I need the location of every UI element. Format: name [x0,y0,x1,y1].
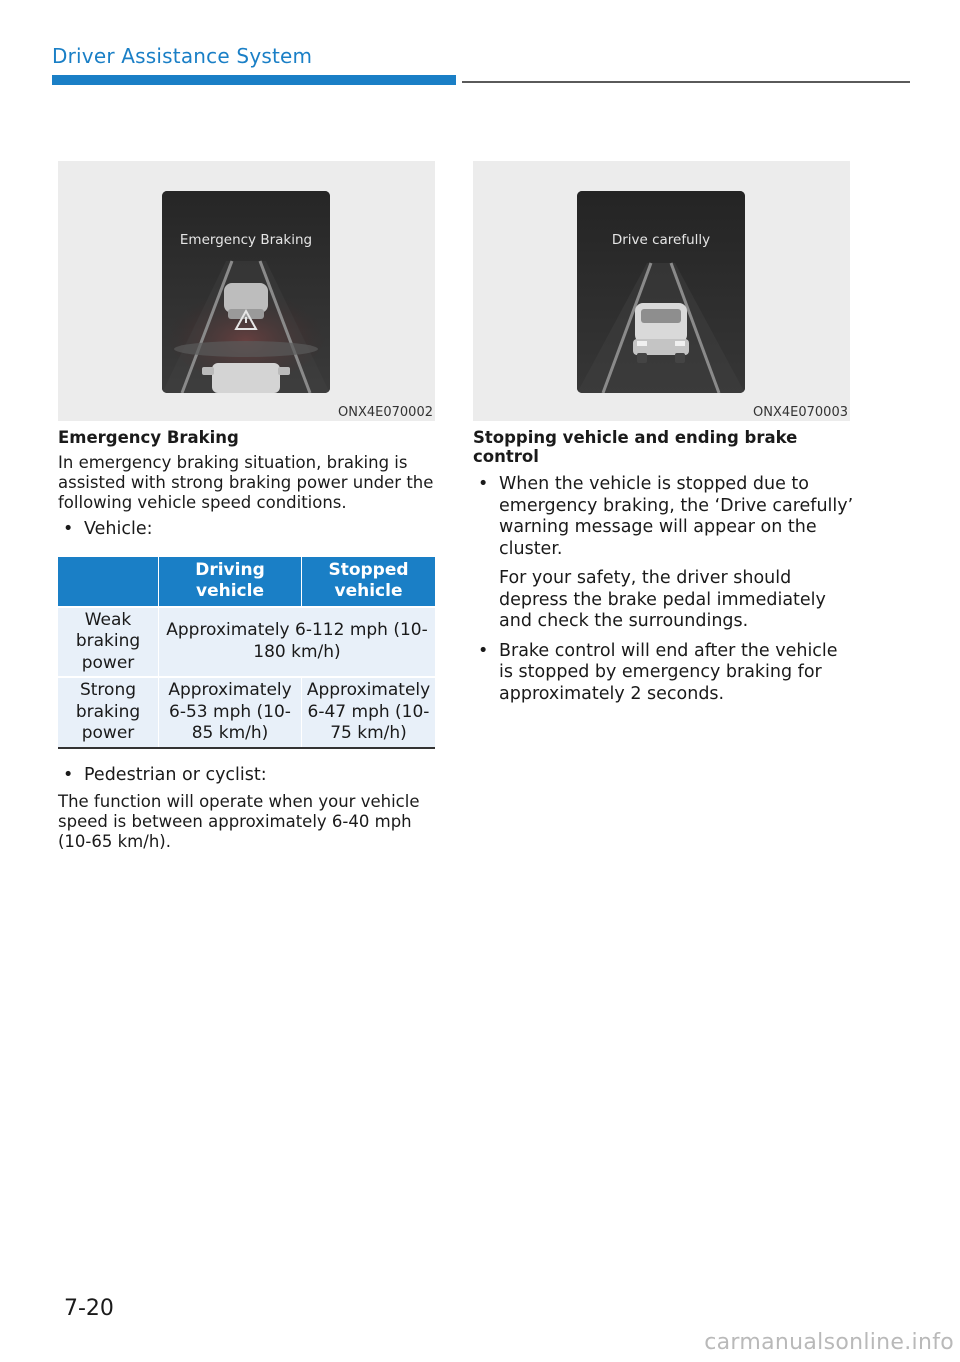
bullet-subtext: For your safety, the driver should depress the brake pedal immediately and check the surroundings. [499,568,826,631]
table-row-label: Weak braking power [58,607,159,678]
section-title: Driver Assistance System [52,44,313,68]
bullet-brake-end [473,641,855,706]
cluster-message: Emergency Braking [179,232,313,248]
car-rear-icon [633,303,689,363]
right-column [473,428,855,705]
table-cell-driving: Approximately 6-53 mph (10-85 km/h) [159,677,302,748]
table-cell-stopped: Approximately 6-47 mph (10-75 km/h) [302,677,436,748]
bullet-dot-icon: • [63,519,74,539]
bullet-dot-icon: • [63,764,74,785]
header-rule-blue [52,75,456,85]
speed-table [58,557,435,749]
pedestrian-paragraph: The function will operate when your vehicle speed is between approximately 6-40 mph (10-65 km/h). [58,792,420,851]
figure-code: ONX4E070003 [753,405,848,420]
table-header-row [58,557,435,607]
table-row [58,677,435,748]
bullet-text: Brake control will end after the vehicle is stopped by emergency braking for approximately 2 seconds. [499,640,838,704]
watermark: carmanualsonline.info [704,1330,954,1355]
figure-emergency-braking [58,161,435,421]
page-number: 7-20 [64,1296,114,1321]
bullet-dot-icon: • [478,640,489,661]
cluster-screen [162,191,330,393]
intro-paragraph: In emergency braking situation, braking is assisted with strong braking power under the following vehicle speed conditions. [58,453,434,512]
table-row-label: Strong braking power [58,677,159,748]
table-header-empty [58,557,159,607]
heading-stopping-vehicle: Stopping vehicle and ending brake control [473,428,798,466]
figure-drive-carefully [473,161,850,421]
cluster-illustration [162,191,330,393]
table-header-stopped: Stopped vehicle [302,557,436,607]
heading-emergency-braking: Emergency Braking [58,428,239,447]
cluster-message: Drive carefully [611,232,711,248]
table-header-driving: Driving vehicle [159,557,302,607]
cluster-illustration [577,191,745,393]
bullet-dot-icon: • [478,474,489,494]
bullet-vehicle [58,519,438,541]
bullet-text: Pedestrian or cyclist: [84,764,267,785]
bullet-stopped [473,474,855,633]
header-rule-grey [462,81,910,83]
bullet-text: Vehicle: [84,519,153,539]
cluster-screen [577,191,745,393]
bullet-text: When the vehicle is stopped due to emergency braking, the ‘Drive carefully’ warning message will appear on the cluster. [499,474,854,559]
table-row [58,607,435,678]
figure-code: ONX4E070002 [338,405,433,420]
left-column [58,428,438,852]
table-cell-merged: Approximately 6-112 mph (10-180 km/h) [159,607,436,678]
bullet-pedestrian [58,765,438,787]
